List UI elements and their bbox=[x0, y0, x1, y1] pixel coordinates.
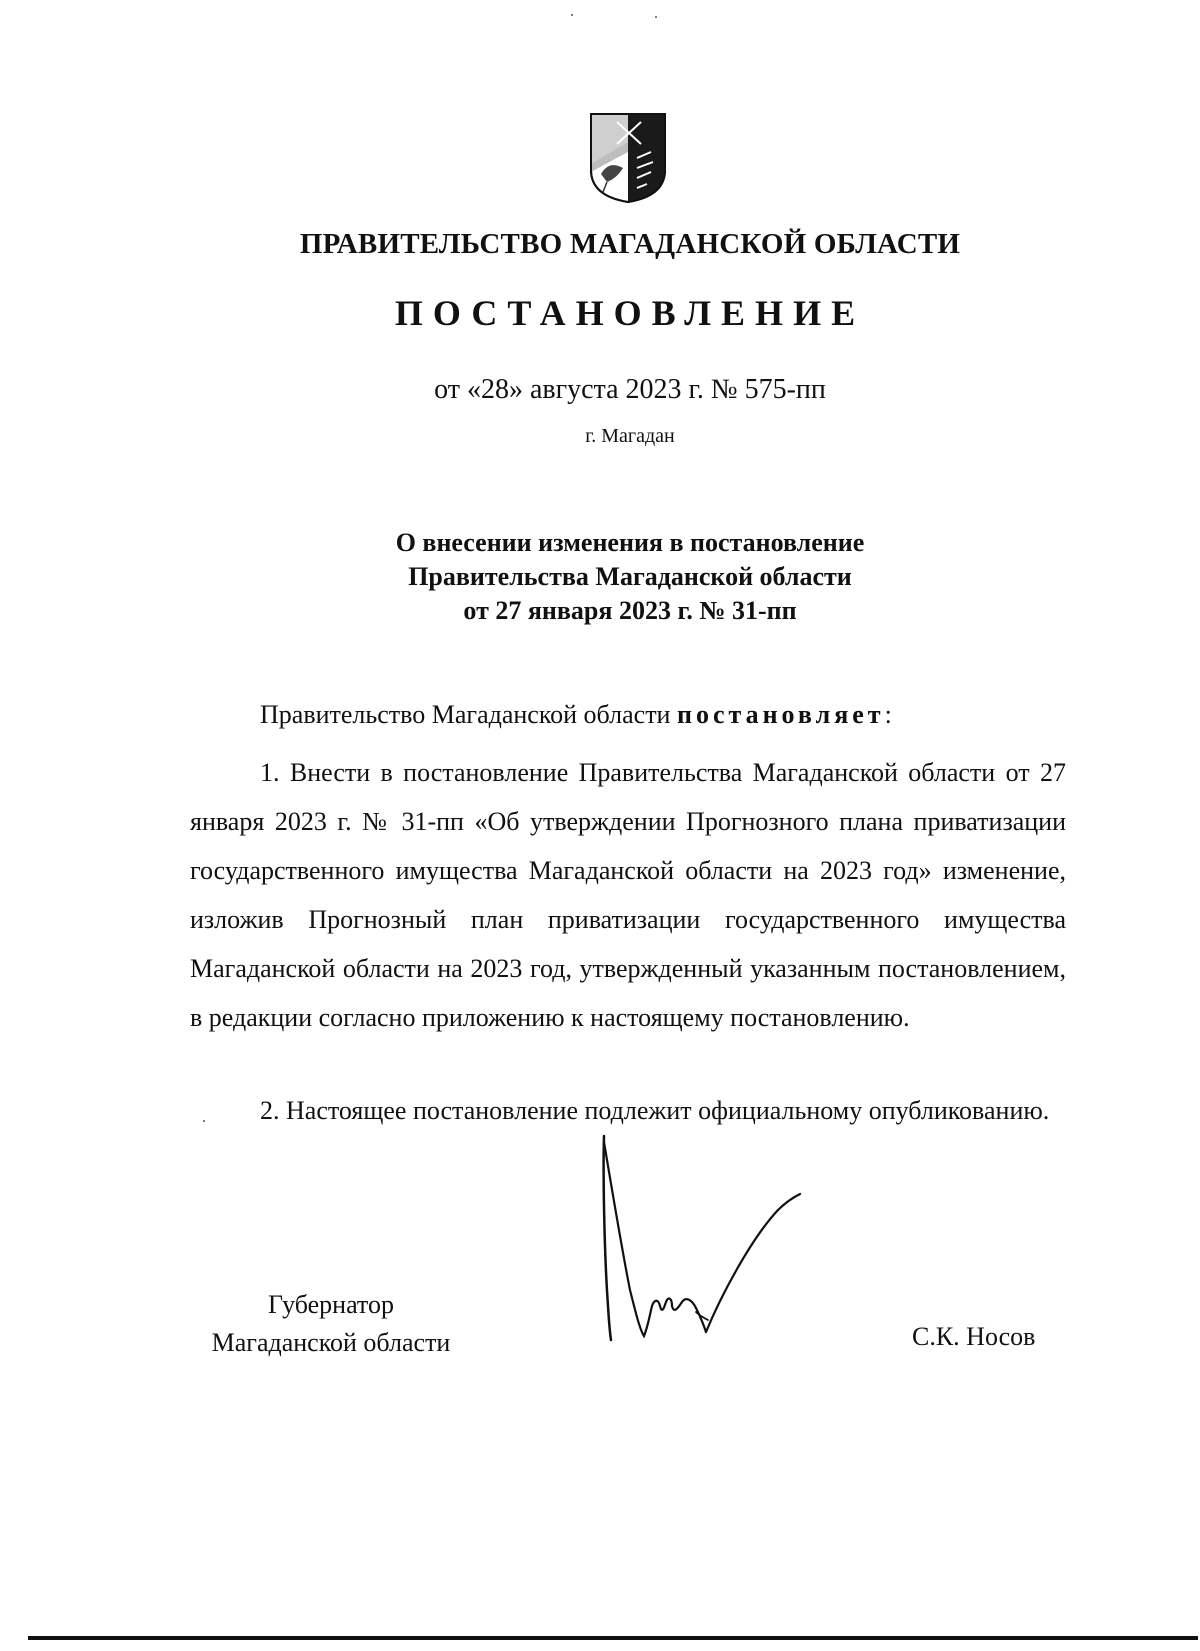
subject-line: от 27 января 2023 г. № 31-пп bbox=[463, 596, 797, 625]
signatory-title bbox=[196, 1286, 466, 1362]
subject-line: Правительства Магаданской области bbox=[408, 562, 852, 591]
intro-prefix: Правительство Магаданской области bbox=[260, 700, 677, 729]
resolution-intro bbox=[190, 700, 1066, 730]
bottom-border-line bbox=[28, 1636, 1198, 1640]
signatory-title-line: Магаданской области bbox=[211, 1328, 451, 1357]
resolution-item-1: 1. Внести в постановление Правительства Магаданской области от 27 января 2023 г. № 31-пп «Об утверждении Прогнозного плана приватизации государственного имущества Магаданской области на 2023 год» изменение, изложив Прогнозный план приватизации государственного имущества Магаданской области на 2023 год, утвержденный указанным постановлением, в редакции согласно приложению к настоящему постановлению. bbox=[190, 758, 1066, 1032]
signatory-name: С.К. Носов bbox=[912, 1322, 1036, 1351]
intro-verb: постановляет bbox=[676, 700, 885, 729]
scan-speck bbox=[571, 14, 573, 16]
scan-speck bbox=[655, 16, 657, 18]
handwritten-signature-icon bbox=[600, 1130, 850, 1360]
intro-suffix: : bbox=[884, 700, 892, 729]
document-type: ПОСТАНОВЛЕНИЕ bbox=[394, 293, 866, 333]
document-date-number: от «28» августа 2023 г. № 575-пп bbox=[434, 374, 826, 405]
document-subject bbox=[0, 526, 1200, 628]
resolution-item-2: 2. Настоящее постановление подлежит официальному опубликованию. bbox=[260, 1096, 1050, 1125]
scan-speck bbox=[203, 1120, 205, 1122]
coat-of-arms-icon bbox=[589, 112, 667, 204]
subject-line: О внесении изменения в постановление bbox=[395, 528, 865, 557]
issuing-authority: ПРАВИТЕЛЬСТВО МАГАДАНСКОЙ ОБЛАСТИ bbox=[299, 228, 961, 260]
signatory-title-line: Губернатор bbox=[268, 1290, 394, 1319]
document-city: г. Магадан bbox=[585, 425, 675, 447]
